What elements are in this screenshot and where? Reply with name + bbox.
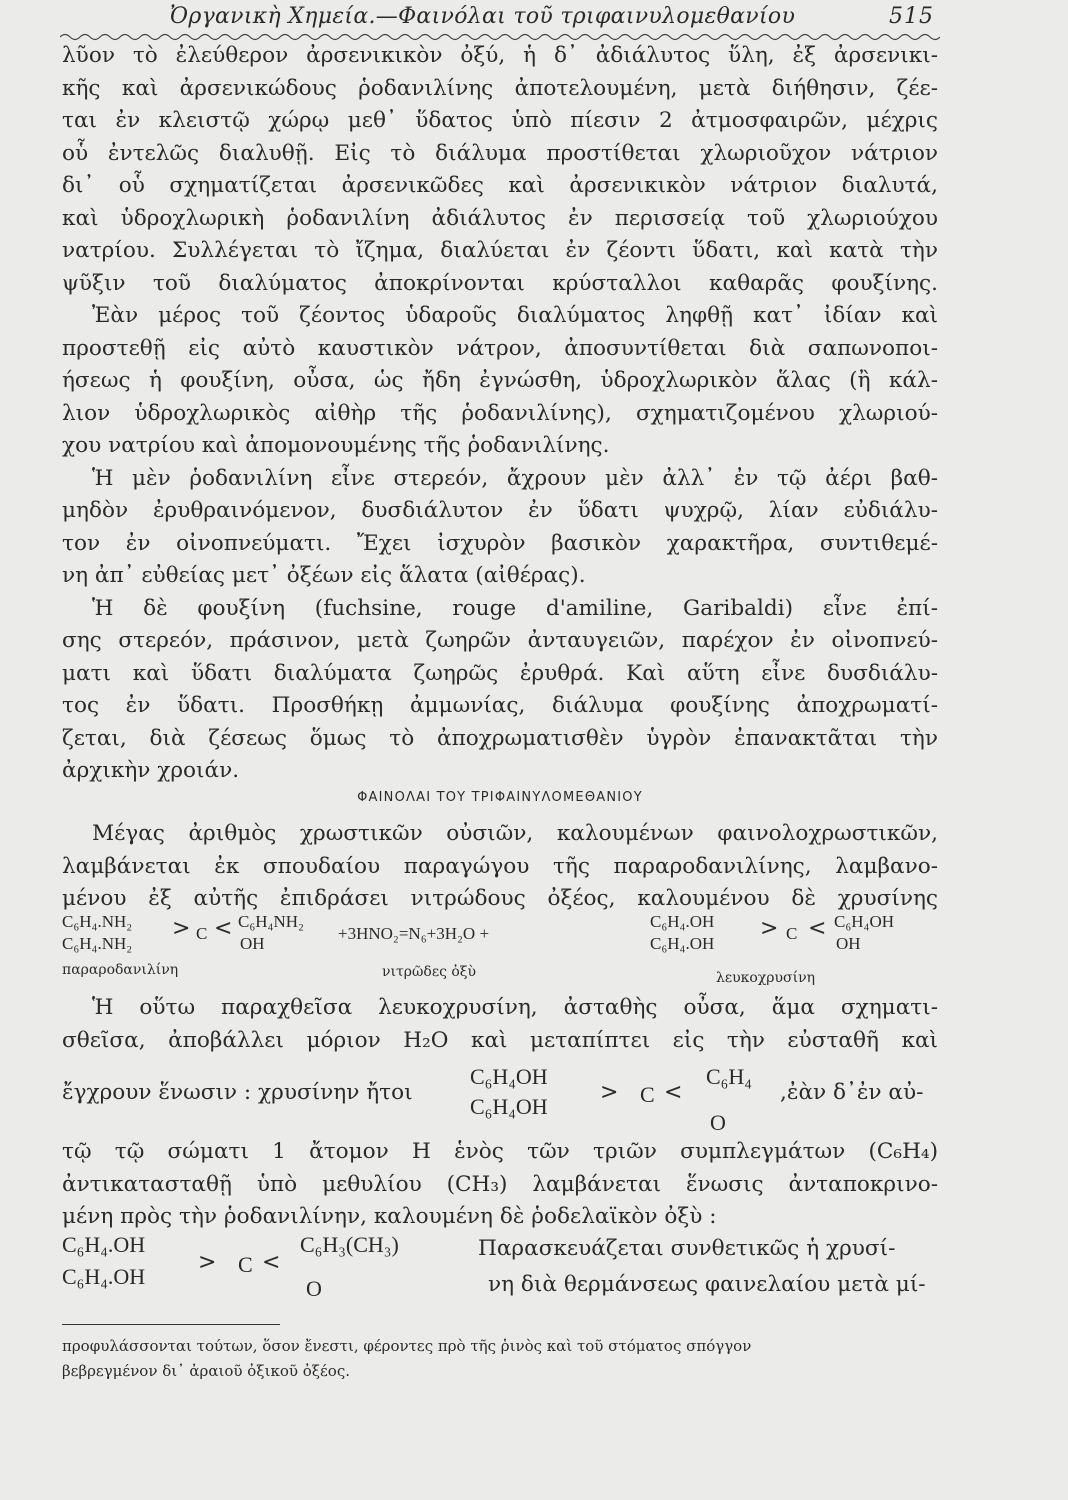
- aurin-right-group: C₆H₄: [706, 1064, 752, 1089]
- section-heading: ΦΑΙΝΟΛΑΙ ΤΟΥ ΤΡΙΦΑΙΝΥΛΟΜΕΘΑΝΙΟΥ: [357, 790, 643, 805]
- eq-converge-symbol: >: [172, 916, 191, 941]
- eq-center-top: C₆H₄NH₂: [238, 912, 304, 931]
- text-line: τος ἐν ὕδατι. Προσθήκῃ ἀμμωνίας, διάλυμα φουξίνης ἀποχρωματί-: [62, 693, 938, 718]
- eq-carbon-2: C: [786, 924, 798, 943]
- rosolic-converge-symbol: >: [198, 1250, 217, 1275]
- text-line: χου νατρίου καὶ ἀπομονουμένης τῆς ῥοδανιλίνης.: [62, 433, 610, 458]
- eq-left-top: C₆H₄.NH₂: [62, 912, 133, 931]
- text-line: νατρίου. Συλλέγεται τὸ ἴζημα, διαλύεται ἐν ζέοντι ὕδατι, καὶ κατὰ τὴν: [62, 238, 938, 263]
- text-line: μένη πρὸς τὴν ῥοδανιλίνην, καλουμένη δὲ ῥοδελαϊκὸν ὀξὺ :: [62, 1204, 717, 1229]
- text-line: τον ἐν οἰνοπνεύματι. Ἔχει ἰσχυρὸν βασικὸν χαρακτῆρα, συντιθεμέ-: [62, 530, 938, 556]
- body-text-after-aurin: [62, 1136, 938, 1234]
- eq-converge-symbol-2: >: [760, 916, 779, 941]
- rosolic-oxygen: O: [306, 1276, 322, 1301]
- rosolic-text-line-1: Παρασκευάζεται συνθετικῶς ἡ χρυσί-: [478, 1236, 896, 1261]
- eq-far-top: C₆H₄OH: [834, 912, 895, 931]
- eq-middle: +3HNO₂=N₆+3H₂O +: [338, 924, 490, 943]
- text-line: καὶ ὑδροχλωρικὴ ῥοδανιλίνη ἀδιάλυτος ἐν περισσείᾳ τοῦ χλωριούχου: [62, 205, 938, 231]
- text-line: ήσεως ἡ φουξίνη, οὖσα, ὡς ἤδη ἐγνώσθη, ὑδροχλωρικὸν ἅλας (ἢ κάλ-: [62, 368, 938, 393]
- eq-diverge-symbol: <: [214, 916, 233, 941]
- text-line: οὗ ἐντελῶς διαλυθῇ. Εἰς τὸ διάλυμα προστίθεται χλωριοῦχον νάτριον: [62, 140, 938, 166]
- text-line: μηδὸν ἐρυθραινόμενον, δυσδιάλυτον ἐν ὕδατι ψυχρῷ, λίαν εὐδιάλυ-: [62, 498, 938, 523]
- eq-caption-pararosaniline: παραροδανιλίνη: [62, 962, 179, 978]
- aurin-suffix: ,ἐὰν δ᾽ἐν αὐ-: [780, 1080, 924, 1105]
- text-line: δι᾽ οὗ σχηματίζεται ἀρσενικῶδες καὶ ἀρσενικικὸν νάτριον διαλυτά,: [62, 173, 938, 198]
- text-line: ψῦξιν τοῦ διαλύματος ἀποκρίνονται κρύσταλλοι καθαρᾶς φουξίνης.: [62, 270, 938, 296]
- text-line: Ἡ δὲ φουξίνη (fuchsine, rouge d'amiline, Garibaldi) εἶνε ἐπί-: [92, 595, 938, 621]
- aurin-top-group: C₆H₄OH: [470, 1064, 548, 1089]
- text-line: σθεῖσα, ἀποβάλλει μόριον H₂O καὶ μεταπίπτει εἰς τὴν εὐσταθῆ καὶ: [62, 1027, 938, 1053]
- footnote-line: βεβρεγμένον δι᾽ ἀραιοῦ ὀξικοῦ ὀξέος.: [62, 1362, 351, 1380]
- rosolic-diverge-symbol: <: [262, 1250, 281, 1275]
- rosolic-right-group: C₆H₃(CH₃): [300, 1232, 399, 1257]
- footnote: [62, 1334, 938, 1384]
- text-line: Ἡ μὲν ῥοδανιλίνη εἶνε στερεόν, ἄχρουν μὲν ἀλλ᾽ ἐν τῷ ἀέρι βαθ-: [92, 465, 938, 491]
- text-line: λαμβάνεται ἐκ σπουδαίου παραγώγου τῆς παραροδανιλίνης, λαμβανο-: [62, 853, 938, 879]
- body-text-after-equation: [62, 992, 938, 1057]
- eq-carbon: C: [196, 924, 208, 943]
- text-line: προστεθῇ εἰς αὐτὸ καυστικὸν νάτρον, ἀποσυντίθεται διὰ σαπωνοποι-: [62, 335, 938, 361]
- text-line: Μέγας ἀριθμὸς χρωστικῶν οὐσιῶν, καλουμένων φαινολοχρωστικῶν,: [92, 821, 938, 846]
- text-line: ἀρχικὴν χροιάν.: [62, 758, 240, 783]
- aurin-bottom-group: C₆H₄OH: [470, 1094, 548, 1119]
- body-text-top: [62, 40, 938, 788]
- text-line: ἀντικατασταθῇ ὑπὸ μεθυλίου (CH₃) λαμβάνεται ἕνωσις ἀνταποκρινο-: [62, 1171, 938, 1197]
- body-text-mid: [62, 818, 938, 916]
- eq-right-bottom: C₆H₄.OH: [650, 934, 715, 953]
- aurin-carbon: C: [640, 1082, 655, 1107]
- text-line: Ἡ οὕτω παραχθεῖσα λευκοχρυσίνη, ἀσταθὴς οὖσα, ἅμα σχηματι-: [92, 995, 938, 1020]
- eq-left-bottom: C₆H₄.NH₂: [62, 934, 133, 953]
- eq-far-bottom: OH: [836, 934, 861, 953]
- eq-diverge-symbol-2: <: [808, 916, 827, 941]
- text-line: λιον ὑδροχλωρικὸς αἰθὴρ τῆς ῥοδανιλίνης), σχηματιζομένου χλωριού-: [62, 400, 938, 426]
- aurin-converge-symbol: >: [600, 1080, 619, 1105]
- aurin-diverge-symbol: <: [664, 1080, 683, 1105]
- text-line: σης στερεόν, πράσινον, μετὰ ζωηρῶν ἀνταυγειῶν, παρέχον ἐν οἰνοπνεύ-: [62, 628, 938, 653]
- page-number: 515: [889, 4, 934, 29]
- text-line: Ἐὰν μέρος τοῦ ζέοντος ὑδαροῦς διαλύματος ληφθῇ κατ᾽ ἰδίαν καὶ: [92, 303, 938, 328]
- footnote-rule: [62, 1324, 280, 1325]
- aurin-prefix: ἔγχρουν ἕνωσιν : χρυσίνην ἤτοι: [62, 1080, 413, 1105]
- rosolic-bottom-group: C₆H₄.OH: [62, 1264, 146, 1289]
- eq-center-bottom: OH: [240, 934, 265, 953]
- text-line: ματι καὶ ὕδατι διαλύματα ζωηρῶς ἐρυθρά. Καὶ αὕτη εἶνε δυσδιάλυ-: [62, 660, 938, 686]
- rosolic-text-line-2: νη διὰ θερμάνσεως φαινελαίου μετὰ μί-: [488, 1272, 926, 1297]
- footnote-line: προφυλάσσονται τούτων, ὅσον ἔνεστι, φέροντες πρὸ τῆς ῥινὸς καὶ τοῦ στόματος σπόγγον: [62, 1337, 752, 1355]
- aurin-oxygen: O: [710, 1110, 726, 1135]
- eq-caption-leucoaurin: λευκοχρυσίνη: [716, 970, 815, 986]
- text-line: τῷ τῷ σώματι 1 ἄτομον H ἑνὸς τῶν τριῶν συμπλεγμάτων (C₆H₄): [62, 1139, 938, 1164]
- rosolic-carbon: C: [238, 1252, 253, 1277]
- eq-right-top: C₆H₄.OH: [650, 912, 715, 931]
- text-line: ται ἐν κλειστῷ χώρῳ μεθ᾽ ὕδατος ὑπὸ πίεσιν 2 ἀτμοσφαιρῶν, μέχρις: [62, 108, 938, 133]
- text-line: ζεται, διὰ ζέσεως ὅμως τὸ ἀποχρωματισθὲν ὑγρὸν ἐπανακτᾶται τὴν: [62, 725, 938, 751]
- eq-caption-nitrous-acid: νιτρῶδες ὀξὺ: [382, 964, 477, 980]
- text-line: λῦον τὸ ἐλεύθερον ἀρσενικικὸν ὀξύ, ἡ δ᾽ ἀδιάλυτος ὕλη, ἐξ ἀρσενικι-: [62, 43, 938, 68]
- text-line: νη ἀπ᾽ εὐθείας μετ᾽ ὀξέων εἰς ἅλατα (αἰθέρας).: [62, 563, 586, 588]
- rosolic-top-group: C₆H₄.OH: [62, 1232, 146, 1257]
- running-header: [150, 4, 940, 34]
- text-line: κῆς καὶ ἀρσενικώδους ῥοδανιλίνης ἀποτελουμένη, μετὰ διήθησιν, ζέε-: [62, 75, 938, 101]
- header-title: Ὀργανικὴ Χημεία.—Φαινόλαι τοῦ τριφαινυλομεθανίου: [170, 4, 796, 29]
- text-line: μένου ἐξ αὐτῆς ἐπιδράσει νιτρώδους ὀξέος, καλουμένου δὲ χρυσίνης: [62, 886, 938, 911]
